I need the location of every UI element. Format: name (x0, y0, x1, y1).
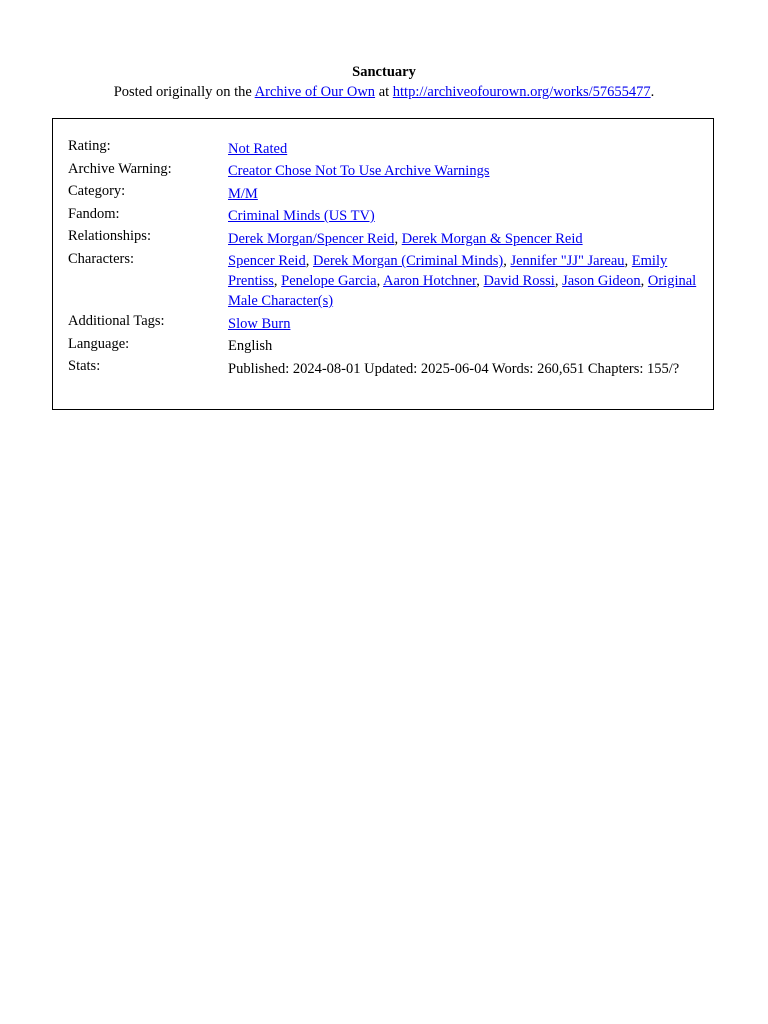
meta-value-warning (228, 159, 700, 182)
tag-separator: , (503, 253, 511, 269)
meta-value-category (228, 181, 700, 204)
warning-tag-link[interactable]: Creator Chose Not To Use Archive Warnings (228, 163, 490, 179)
meta-row-fandom (68, 204, 700, 227)
meta-value-rating (228, 136, 700, 159)
meta-row-characters (68, 249, 700, 312)
additional-tag-link[interactable]: Slow Burn (228, 315, 291, 332)
meta-value-fandom (228, 204, 700, 227)
meta-row-relationships (68, 226, 700, 249)
work-url-link[interactable]: http://archiveofourown.org/works/57655477 (392, 84, 651, 100)
meta-value-stats: Published: 2024-08-01 Updated: 2025-06-04 Words: 260,651 Chapters: 155/? (228, 360, 680, 377)
meta-row-additional-tags (68, 311, 700, 334)
meta-row-stats (68, 356, 700, 379)
meta-label-additional-tags: Additional Tags: (68, 313, 165, 329)
tag-separator: , (273, 273, 282, 289)
tag-separator: , (554, 273, 563, 289)
character-tag-link[interactable]: Derek Morgan (Criminal Minds) (312, 253, 504, 269)
work-header (0, 62, 768, 102)
period: . (650, 84, 655, 100)
meta-value-language: English (228, 338, 273, 354)
character-tag-link[interactable]: Penelope Garcia (281, 273, 377, 289)
meta-label-category: Category: (68, 183, 126, 199)
work-meta-table (68, 136, 700, 379)
tag-separator: , (640, 273, 648, 289)
character-tag-link[interactable]: Emily Prentiss (228, 253, 668, 289)
meta-row-language (68, 334, 700, 357)
meta-label-stats: Stats: (68, 358, 101, 374)
tag-separator: , (376, 273, 384, 289)
meta-label-language: Language: (68, 335, 130, 352)
meta-row-category (68, 181, 700, 204)
character-tag-link[interactable]: Aaron Hotchner (383, 273, 477, 289)
character-tag-link[interactable]: David Rossi (483, 273, 555, 289)
archive-link[interactable]: Archive of Our Own (254, 84, 376, 100)
rating-tag-link[interactable]: Not Rated (228, 140, 288, 157)
meta-value-relationships (228, 226, 700, 249)
meta-value-characters (228, 249, 700, 312)
work-title: Sanctuary (352, 64, 416, 80)
meta-row-warning (68, 159, 700, 182)
work-meta-box (52, 118, 714, 410)
meta-label-fandom: Fandom: (68, 205, 120, 222)
posted-line (0, 82, 768, 102)
character-tag-link[interactable]: Jason Gideon (562, 273, 641, 289)
fandom-tag-link[interactable]: Criminal Minds (US TV) (228, 208, 375, 224)
character-tag-link[interactable]: Spencer Reid (228, 253, 306, 269)
meta-label-rating: Rating: (68, 138, 111, 154)
meta-value-additional-tags (228, 311, 700, 334)
tag-separator: , (624, 253, 632, 269)
posted-prefix: Posted originally on the (113, 84, 255, 100)
character-tag-link[interactable]: Jennifer "JJ" Jareau (510, 253, 625, 269)
meta-row-rating (68, 136, 700, 159)
character-tag-link[interactable]: Original Male Character(s) (228, 273, 697, 309)
relationship-tag-link[interactable]: Derek Morgan & Spencer Reid (401, 230, 583, 247)
relationship-tag-link[interactable]: Derek Morgan/Spencer Reid (228, 230, 395, 247)
meta-label-warning: Archive Warning: (68, 160, 172, 177)
tag-separator: , (394, 230, 402, 247)
tag-separator: , (476, 273, 484, 289)
category-tag-link[interactable]: M/M (228, 185, 258, 202)
meta-label-relationships: Relationships: (68, 228, 151, 244)
meta-label-characters: Characters: (68, 250, 135, 267)
tag-separator: , (305, 253, 313, 269)
at-text: at (375, 84, 393, 100)
